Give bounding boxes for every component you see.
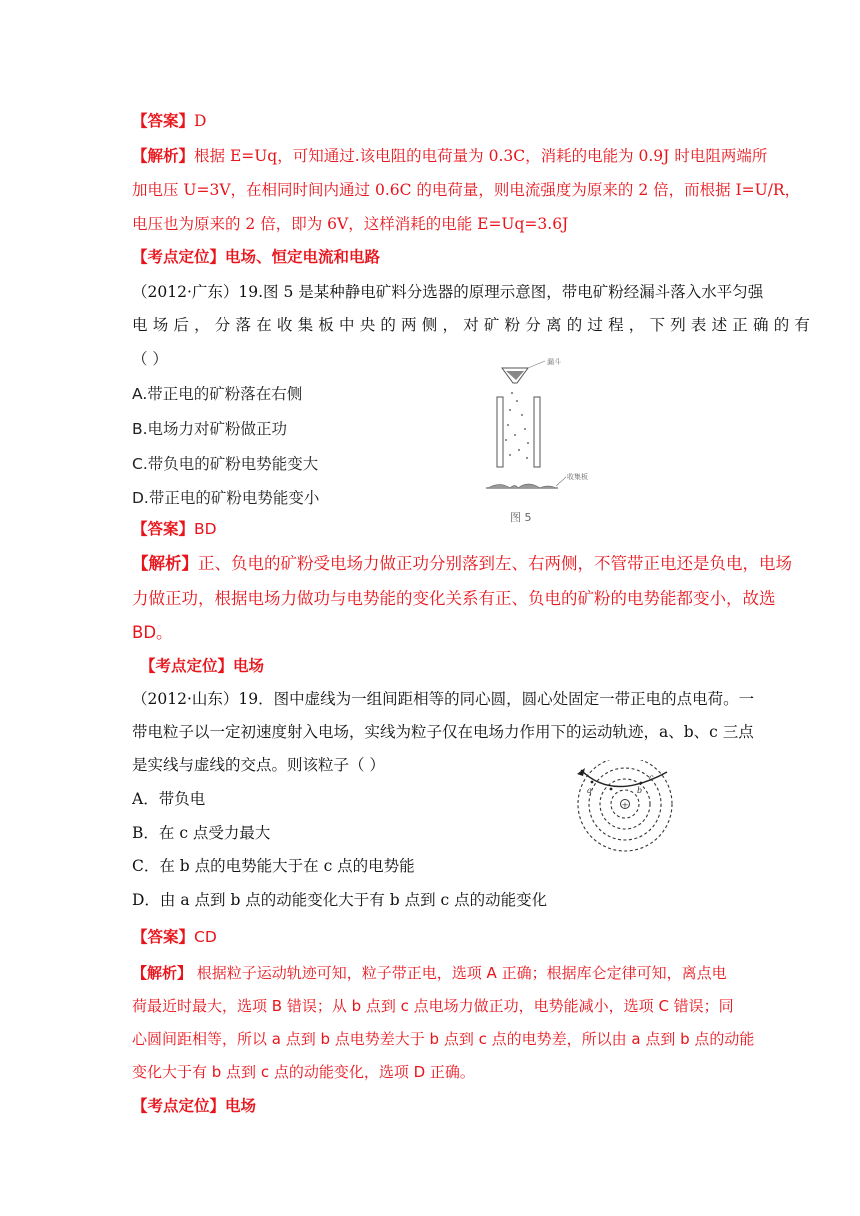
q2-analysis-line-3: BD。 bbox=[132, 623, 173, 642]
topic-value: 电场、恒定电流和电路 bbox=[225, 247, 381, 266]
q2-option-c: C.带负电的矿粉电势能变大 bbox=[132, 455, 319, 473]
q3-topic-line bbox=[132, 1095, 256, 1117]
q3-analysis-line-4: 变化大于有 b 点到 c 点的动能变化，选项 D 正确。 bbox=[132, 1063, 475, 1081]
q3-stem-line-1: （2012·山东）19．图中虚线为一组间距相等的同心圆，圆心处固定一带正电的点电荷。一 bbox=[132, 690, 755, 708]
q3-stem-line-2: 带电粒子以一定初速度射入电场，实线为粒子仅在电场力作用下的运动轨迹，a、b、c 三点 bbox=[132, 723, 754, 741]
center-charge-label: + bbox=[621, 800, 629, 810]
q3-option-b: B．在 c 点受力最大 bbox=[132, 824, 271, 842]
q3-analysis-line-3: 心圆间距相等，所以 a 点到 b 点电势差大于 b 点到 c 点的电势差，所以由 a 点到 b 点的动能 bbox=[132, 1030, 755, 1048]
q2-topic-line bbox=[140, 655, 264, 677]
q2-stem-line-3: （ ） bbox=[132, 350, 168, 368]
analysis-tag: 【解析】 bbox=[132, 964, 193, 982]
topic-tag: 【考点定位】 bbox=[132, 1097, 226, 1115]
q3-option-a: A．带负电 bbox=[132, 790, 206, 808]
q3-stem-line-3: 是实线与虚线的交点。则该粒子（ ） bbox=[132, 756, 385, 774]
topic-value: 电场 bbox=[225, 1097, 257, 1115]
label-b: b bbox=[637, 786, 643, 795]
q2-stem-line-1: （2012·广东）19.图 5 是某种静电矿料分选器的原理示意图，带电矿粉经漏斗落入水平匀强 bbox=[132, 283, 764, 301]
figure-caption: 图 5 bbox=[510, 511, 532, 524]
answer-tag: 【答案】 bbox=[132, 520, 195, 538]
analysis-text: 根据 E=Uq，可知通过.该电阻的电荷量为 0.3C，消耗的电能为 0.9J 时电阻两端所 bbox=[194, 147, 768, 165]
answer-value: BD bbox=[194, 520, 217, 538]
q3-analysis-line-2: 荷最近时最大，选项 B 错误；从 b 点到 c 点电场力做正功，电势能减小，选项 C 错误；同 bbox=[132, 997, 734, 1015]
label-a: a bbox=[587, 786, 592, 795]
topic-value: 电场 bbox=[233, 657, 265, 675]
analysis-text: 根据粒子运动轨迹可知，粒子带正电，选项 A 正确；根据库仑定律可知，离点电 bbox=[192, 964, 727, 982]
q3-answer-line bbox=[132, 926, 217, 948]
q3-option-d: D．由 a 点到 b 点的动能变化大于有 b 点到 c 点的动能变化 bbox=[132, 891, 548, 909]
separator-figure bbox=[470, 355, 600, 530]
q2-option-a: A.带正电的矿粉落在右侧 bbox=[132, 385, 303, 403]
q1-analysis-line-2: 加电压 U=3V，在相同时间内通过 0.6C 的电荷量，则电流强度为原来的 2 倍，而根据 I=U/R， bbox=[132, 181, 801, 199]
funnel-label: 漏斗 bbox=[547, 358, 561, 366]
answer-tag: 【答案】 bbox=[132, 928, 195, 946]
q2-stem-line-2: 电场后，分落在收集板中央的两侧，对矿粉分离的过程，下列表述正确的有 bbox=[132, 316, 816, 334]
answer-tag: 【答案】 bbox=[132, 111, 195, 130]
q1-analysis-line-1 bbox=[132, 145, 767, 167]
topic-tag: 【考点定位】 bbox=[140, 657, 234, 675]
label-c: c bbox=[649, 773, 654, 782]
plate-label: 收集板 bbox=[567, 473, 588, 481]
q3-option-c: C．在 b 点的电势能大于在 c 点的电势能 bbox=[132, 857, 415, 875]
q1-answer-line bbox=[132, 110, 206, 132]
q2-analysis-line-2: 力做正功，根据电场力做功与电势能的变化关系有正、负电的矿粉的电势能都变小，故选 bbox=[132, 589, 776, 608]
topic-tag: 【考点定位】 bbox=[132, 247, 226, 266]
q3-analysis-line-1 bbox=[132, 962, 727, 984]
analysis-tag: 【解析】 bbox=[132, 146, 195, 165]
q1-topic-line bbox=[132, 246, 380, 268]
analysis-tag: 【解析】 bbox=[132, 554, 198, 573]
analysis-text: 正、负电的矿粉受电场力做正功分别落到左、右两侧，不管带正电还是负电，电场 bbox=[198, 554, 792, 573]
q2-analysis-line-1 bbox=[132, 553, 792, 575]
q1-analysis-line-3: 电压也为原来的 2 倍，即为 6V，这样消耗的电能 E=Uq=3.6J bbox=[132, 215, 569, 233]
q2-option-d: D.带正电的矿粉电势能变小 bbox=[132, 489, 320, 507]
q2-option-b: B.电场力对矿粉做正功 bbox=[132, 420, 288, 438]
concentric-circles-figure bbox=[565, 760, 683, 858]
q2-answer-line bbox=[132, 518, 217, 540]
answer-value: D bbox=[194, 112, 207, 130]
answer-value: CD bbox=[194, 928, 217, 946]
